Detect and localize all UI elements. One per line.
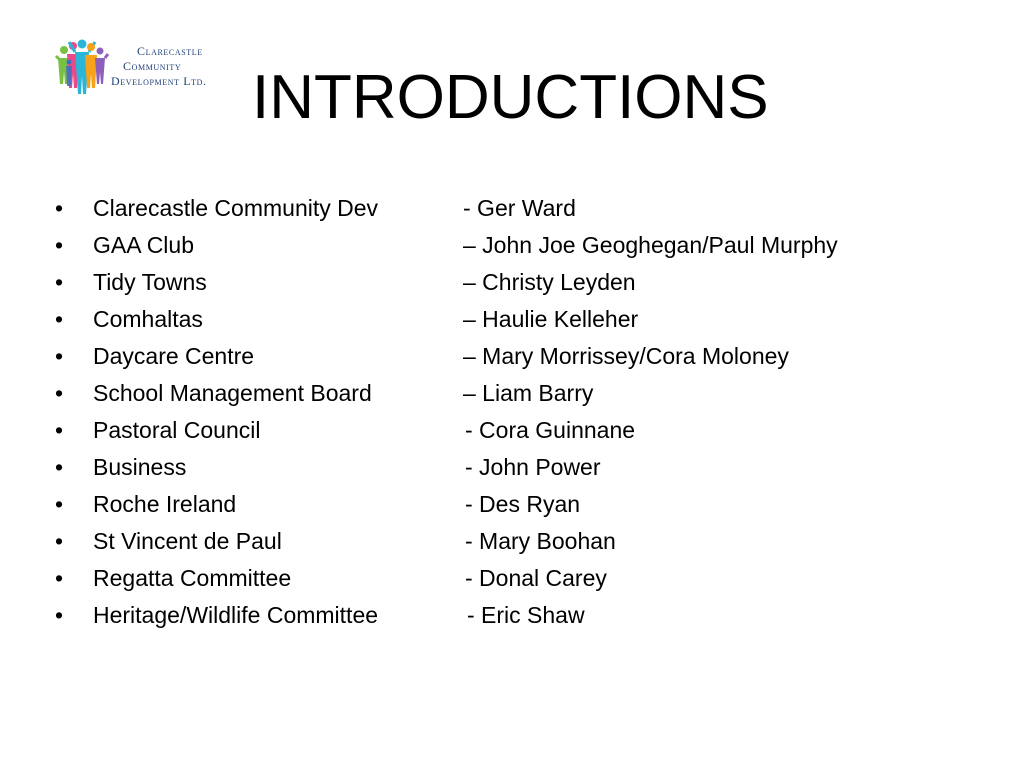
representative-name: - Cora Guinnane — [465, 417, 636, 443]
representative-name: – John Joe Geoghegan/Paul Murphy — [463, 232, 838, 258]
bullet: • — [55, 565, 64, 591]
representative-name: - Eric Shaw — [467, 602, 585, 628]
list-item — [55, 301, 975, 338]
representative-name: - Des Ryan — [465, 491, 581, 517]
representative-name: – Haulie Kelleher — [463, 306, 639, 332]
bullet: • — [55, 269, 64, 295]
representative-name: - John Power — [465, 454, 601, 480]
logo-line: Development Ltd. — [111, 74, 207, 88]
logo — [55, 36, 225, 100]
bullet: • — [55, 343, 64, 369]
logo-line: Community — [123, 59, 182, 73]
representative-name: – Mary Morrissey/Cora Moloney — [463, 343, 789, 369]
organization-name: GAA Club — [93, 232, 194, 258]
bullet: • — [55, 232, 64, 258]
people-group-icon — [55, 36, 109, 100]
list-item — [55, 597, 975, 634]
bullet: • — [55, 491, 64, 517]
list-item — [55, 412, 975, 449]
organization-name: Clarecastle Community Dev — [93, 195, 379, 221]
list-item — [55, 523, 975, 560]
representative-name: – Liam Barry — [463, 380, 594, 406]
list-item — [55, 486, 975, 523]
organization-name: Comhaltas — [93, 306, 203, 332]
organization-name: Heritage/Wildlife Committee — [93, 602, 379, 628]
organization-name: Business — [93, 454, 187, 480]
list-item — [55, 375, 975, 412]
list-item — [55, 190, 975, 227]
bullet: • — [55, 602, 64, 628]
representative-name: - Ger Ward — [463, 195, 576, 221]
list-item — [55, 264, 975, 301]
logo-line: Clarecastle — [137, 44, 203, 58]
slide-title: INTRODUCTIONS — [252, 63, 769, 132]
organization-name: Roche Ireland — [93, 491, 237, 517]
logo-text — [109, 44, 207, 89]
representative-name: – Christy Leyden — [463, 269, 636, 295]
representative-name: - Donal Carey — [465, 565, 607, 591]
bullet: • — [55, 195, 64, 221]
bullet: • — [55, 417, 64, 443]
bullet: • — [55, 528, 64, 554]
organization-name: Daycare Centre — [93, 343, 255, 369]
list-item — [55, 338, 975, 375]
organization-name: Tidy Towns — [93, 269, 207, 295]
organization-name: School Management Board — [93, 380, 372, 406]
list-item — [55, 449, 975, 486]
organization-name: Regatta Committee — [93, 565, 292, 591]
representative-name: - Mary Boohan — [465, 528, 616, 554]
introductions-list — [55, 190, 975, 634]
list-item — [55, 227, 975, 264]
bullet: • — [55, 306, 64, 332]
bullet: • — [55, 454, 64, 480]
organization-name: St Vincent de Paul — [93, 528, 282, 554]
list-item — [55, 560, 975, 597]
bullet: • — [55, 380, 64, 406]
organization-name: Pastoral Council — [93, 417, 261, 443]
